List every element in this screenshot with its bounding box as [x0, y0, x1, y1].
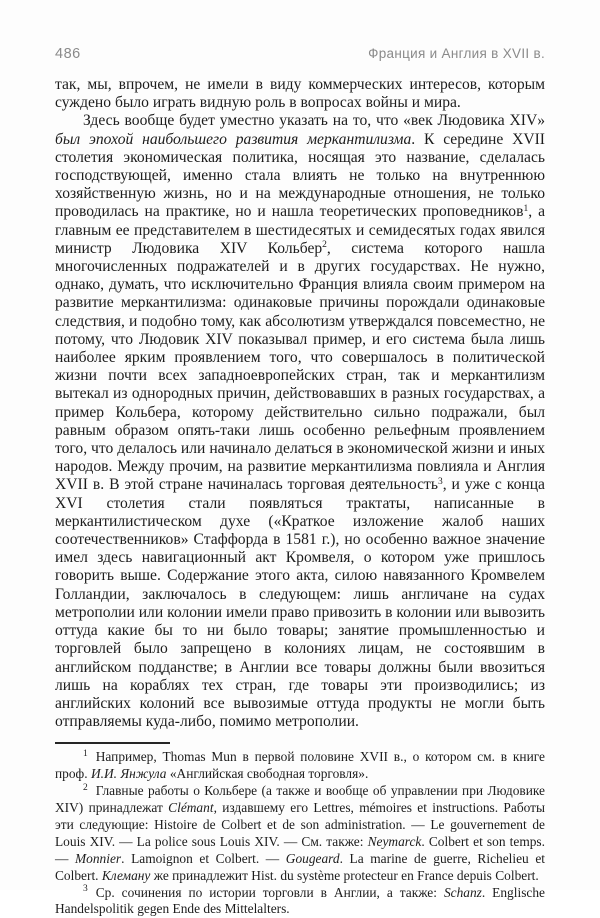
footnote-2: [55, 783, 545, 884]
running-head: [55, 46, 545, 62]
footnote-separator: [55, 742, 170, 744]
body-text: [55, 76, 545, 731]
footnote-2-marker: 2: [83, 782, 88, 793]
page-number: 486: [55, 46, 81, 62]
footnote-2-text: Главные работы о Кольбере (а также и вообще об управлении при Людовике XIV) принадлежат Clémant, издавшему его Lettres, mémoires et instructions. Работы эти следующие: Histoire de Colbert et de son administration. — Le gouvernement de Louis XIV. — La police sous Louis XIV. — См. также: Neymarck. Colbert et son temps. — Monnier. Lamoignon et Colbert. — Gougeard. La marine de guerre, Richelieu et Colbert. Клеману же принадлежит Hist. du système protecteur en France depuis Colbert.: [55, 783, 546, 883]
footnote-3-text: Ср. сочинения по истории торговли в Англии, а также: Schanz. Englische Handelspolitik gegen Ende des Mittelalters.: [55, 884, 545, 917]
paragraph-main: Здесь вообще будет уместно указать на то, что «век Людовика XIV» был эпохой наибольшего развития меркантилизма. К середине XVII столетия экономическая политика, носящая это название, сделалась господствующей, именно стала влиять не только на внутреннюю хозяйственную жизнь, но и на международные отношения, не только проводилась на практике, но и нашла теоретических проповедников$^1$, а главным ее представителем в шестидесятых и семидесятых годах явился министр Людовика XIV Кольбер$^2$, система которого нашла многочисленных подражателей и в других государствах. Не нужно, однако, думать, что исключительно Франция влияла своим примером на развитие меркантилизма: одинаковые причины порождали одинаковые следствия, и подобно тому, как абсолютизм утверждался повсеместно, не потому, что Людовик XIV показывал пример, и его система была лишь наиболее ярким проявлением того, что совершалось в политической жизни почти всех западноевропейских стран, так и меркантилизм вытекал из однородных причин, действовавших в разных государствах, а пример Кольбера, которому действительно сильно подражали, был равным образом опять-таки лишь особенно рельефным проявлением того, что делалось или начинало делаться в экономической жизни и иных народов. Между прочим, на развитие меркантилизма повлияла и Англия XVII в. В этой стране начиналась торговая деятельность$^3$, и уже с конца XVI столетия стали появляться трактаты, написанные в меркантилистическом духе («Краткое изложение жалоб наших соотечественников» Стаффорда в 1581 г.), но особенно важное значение имел здесь навигационный акт Кромвеля, о котором уже пришлось говорить выше. Содержание этого акта, силою навязанного Кромвелем Голландии, заключалось в следующем: лишь англичане на судах метрополии или колонии имели право привозить в колонии или вывозить оттуда какие бы то ни было товары; занятие промышленностью и торговлей было запрещено в колониях лицам, не состоявшим в английском подданстве; в Англии все товары должны были ввозиться лишь на кораблях тех стран, где товары эти производились; из английских колоний все вывозимые оттуда продукты не могли быть отправляемы куда-либо, помимо метрополии.: [55, 112, 546, 731]
footnote-1-marker: 1: [83, 748, 88, 759]
running-title: Франция и Англия в XVII в.: [368, 46, 545, 61]
footnote-1: [55, 749, 545, 783]
footnote-3-marker: 3: [83, 884, 88, 895]
footnotes-section: [55, 742, 545, 918]
footnote-1-text: Например, Thomas Mun в первой половине XVII в., о котором см. в книге проф. И.И. Янжула «Английская свободная торговля».: [55, 749, 545, 782]
footnote-3: [55, 885, 545, 918]
paragraph-continuation: так, мы, впрочем, не имели в виду коммерческих интересов, которым суждено было играть видную роль в вопросах войны и мира.: [55, 76, 545, 112]
